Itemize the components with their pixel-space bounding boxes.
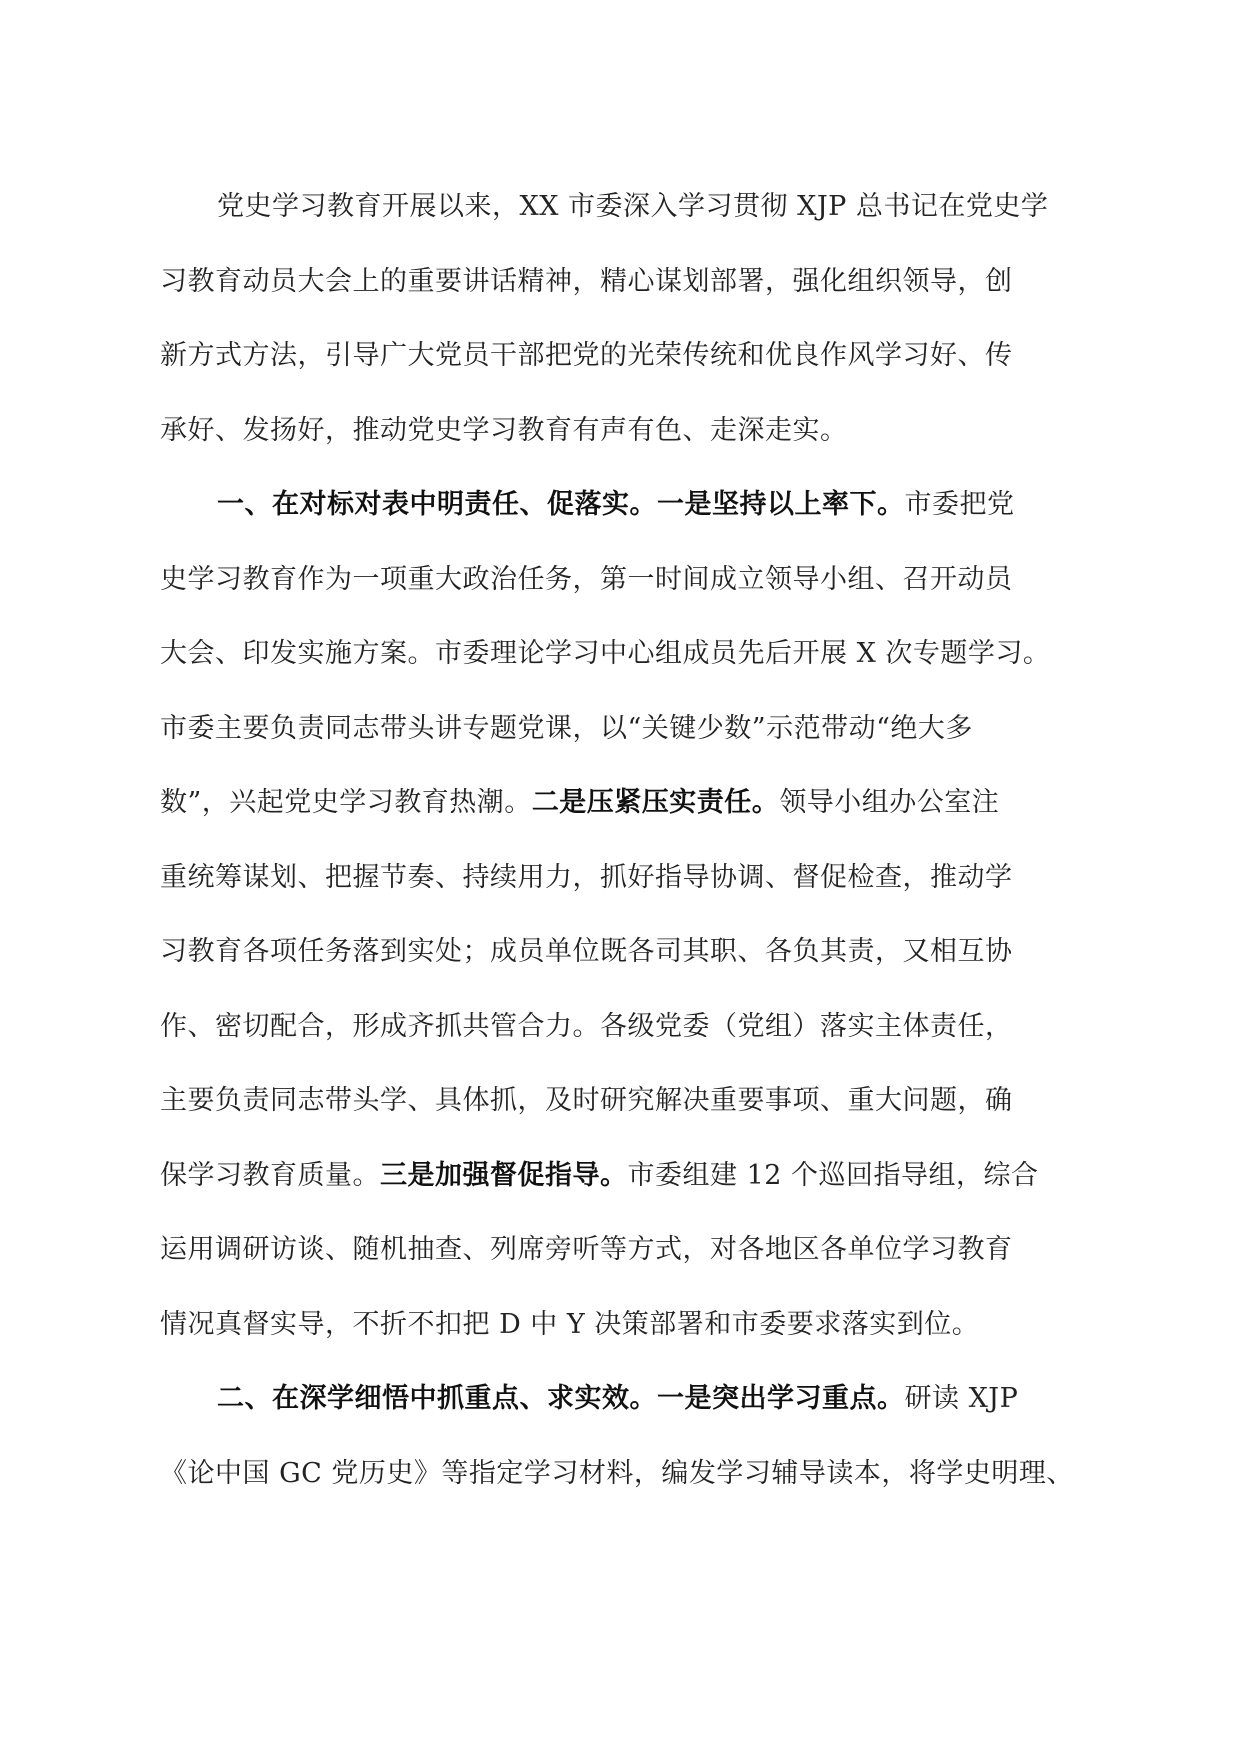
text-run: 习教育各项任务落到实处；成员单位既各司其职、各负其责，又相互协 <box>160 936 1013 967</box>
bold-lead-in: 三是加强督促指导。 <box>380 1159 628 1191</box>
section-heading: 一、在对标对表中明责任、促落实。一是坚持以上率下。 <box>217 489 905 520</box>
paragraph-line <box>160 1288 1100 1363</box>
text-run: 重统筹谋划、把握节奏、持续用力，抓好指导协调、督促检查，推动学 <box>160 861 1013 893</box>
paragraph-line <box>160 766 1100 841</box>
text-run: 新方式方法，引导广大党员干部把党的光荣传统和优良作风学习好、传 <box>160 340 1013 371</box>
paragraph-line <box>160 990 1100 1065</box>
paragraph-line <box>160 1362 1100 1437</box>
text-run: 市委组建 12 个巡回指导组，综合 <box>627 1159 1039 1191</box>
paragraph-line <box>160 394 1100 469</box>
paragraph-line <box>160 841 1100 916</box>
text-run: 《论中国 GC 党历史》等指定学习材料，编发学习辅导读本，将学史明理、 <box>160 1457 1074 1489</box>
document-body <box>160 170 1100 1511</box>
paragraph-line <box>160 245 1100 320</box>
section-one-paragraph <box>160 468 1100 1362</box>
bold-lead-in: 二是压紧压实责任。 <box>531 787 780 818</box>
text-run: 保学习教育质量。 <box>160 1159 380 1191</box>
text-run: 领导小组办公室注 <box>779 787 1000 818</box>
text-run: 大会、印发实施方案。市委理论学习中心组成员先后开展 X 次专题学习。 <box>160 638 1051 669</box>
paragraph-line <box>160 468 1100 543</box>
paragraph-line <box>160 1064 1100 1139</box>
text-run: 党史学习教育开展以来，XX 市委深入学习贯彻 XJP 总书记在党史学 <box>217 191 1049 222</box>
paragraph-line <box>160 915 1100 990</box>
text-run: 主要负责同志带头学、具体抓，及时研究解决重要事项、重大问题，确 <box>160 1085 1013 1116</box>
text-run: 习教育动员大会上的重要讲话精神，精心谋划部署，强化组织领导，创 <box>160 265 1013 297</box>
paragraph-line <box>160 617 1100 692</box>
text-run: 史学习教育作为一项重大政治任务，第一时间成立领导小组、召开动员 <box>160 563 1013 595</box>
paragraph-line <box>160 170 1100 245</box>
paragraph-line <box>160 1139 1100 1214</box>
text-run: 作、密切配合，形成齐抓共管合力。各级党委（党组）落实主体责任， <box>160 1010 1013 1042</box>
text-run: 承好、发扬好，推动党史学习教育有声有色、走深走实。 <box>160 414 848 446</box>
text-run: 市委主要负责同志带头讲专题党课，以“关键少数”示范带动“绝大多 <box>160 712 973 744</box>
intro-paragraph <box>160 170 1100 468</box>
text-run: 市委把党 <box>904 489 1015 520</box>
section-two-paragraph <box>160 1362 1100 1511</box>
paragraph-line <box>160 1213 1100 1288</box>
paragraph-line <box>160 543 1100 618</box>
paragraph-line <box>160 319 1100 394</box>
text-run: 数”，兴起党史学习教育热潮。 <box>160 787 532 818</box>
text-run: 运用调研访谈、随机抽查、列席旁听等方式，对各地区各单位学习教育 <box>160 1234 1013 1265</box>
paragraph-line <box>160 1437 1100 1512</box>
section-heading: 二、在深学细悟中抓重点、求实效。一是突出学习重点。 <box>217 1383 905 1414</box>
text-run: 研读 XJP <box>904 1383 1019 1414</box>
paragraph-line <box>160 692 1100 767</box>
text-run: 情况真督实导，不折不扣把 D 中 Y 决策部署和市委要求落实到位。 <box>160 1308 980 1340</box>
